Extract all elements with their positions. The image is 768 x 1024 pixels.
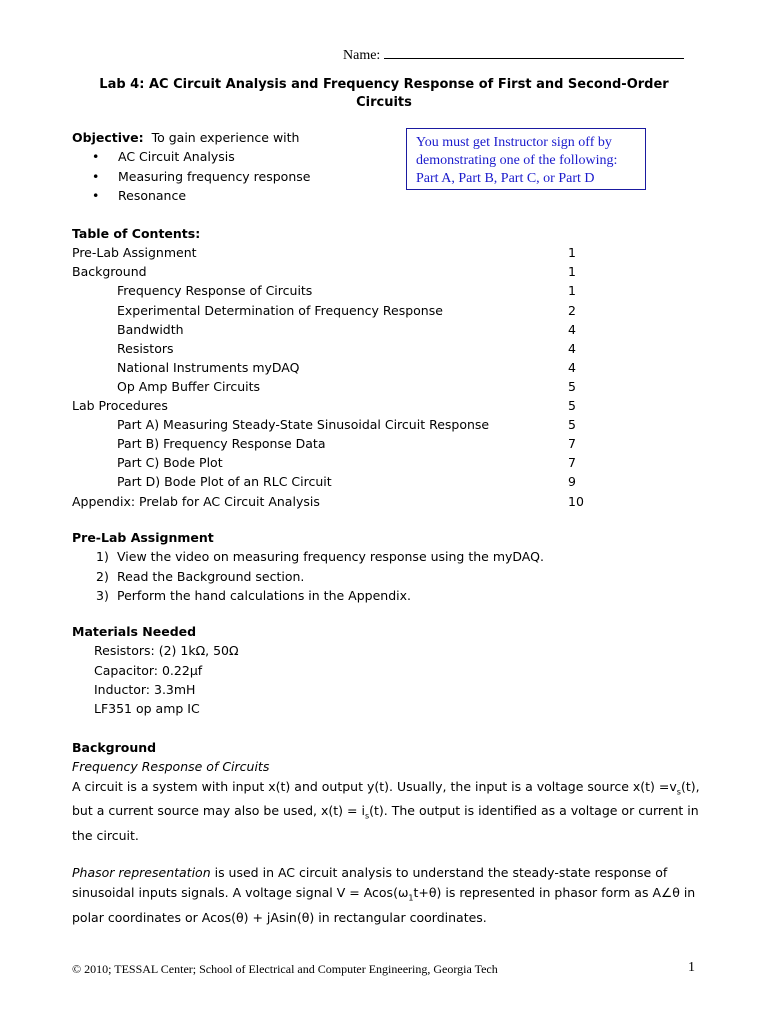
name-label: Name: [343, 48, 381, 63]
toc-label: Lab Procedures [72, 398, 168, 414]
toc-label: National Instruments myDAQ [117, 359, 300, 375]
toc-label: Resistors [117, 340, 174, 356]
toc-row[interactable] [72, 396, 672, 415]
toc-page: 10 [568, 493, 584, 509]
toc-page: 4 [568, 321, 576, 337]
toc-row[interactable] [72, 262, 672, 281]
toc-row[interactable] [72, 281, 672, 300]
toc-row[interactable] [72, 301, 672, 320]
page-number: 1 [688, 960, 695, 975]
toc-row[interactable] [72, 453, 672, 472]
toc-page: 4 [568, 340, 576, 356]
list-item: Resistors: (2) 1kΩ, 50Ω [94, 643, 239, 659]
background-heading: Background [72, 740, 157, 755]
list-item: Capacitor: 0.22μf [94, 662, 203, 678]
list-item: • Resonance [72, 186, 310, 205]
document-title [60, 76, 708, 112]
toc-page: 1 [568, 283, 576, 299]
instructor-signoff-box [406, 128, 646, 190]
toc-row[interactable] [72, 320, 672, 339]
toc-row[interactable] [72, 492, 672, 511]
toc-page: 1 [568, 264, 576, 280]
toc-label: Bandwidth [117, 321, 184, 337]
prelab-heading: Pre-Lab Assignment [72, 530, 214, 545]
toc-page: 4 [568, 359, 576, 375]
prelab-list [72, 547, 544, 605]
toc-page: 2 [568, 302, 576, 318]
materials-heading: Materials Needed [72, 624, 197, 639]
toc-row[interactable] [72, 415, 672, 434]
objective-list [72, 147, 310, 205]
toc-label: Pre-Lab Assignment [72, 245, 197, 261]
toc-page: 5 [568, 398, 576, 414]
toc-label: Part A) Measuring Steady-State Sinusoidal Circuit Response [117, 417, 490, 433]
objective-text: To gain experience with [151, 130, 300, 145]
signoff-line-2: demonstrating one of the following: [416, 153, 618, 168]
title-line-2: Circuits [356, 95, 412, 110]
toc-label: Part B) Frequency Response Data [117, 436, 326, 452]
toc-row[interactable] [72, 358, 672, 377]
toc-label: Experimental Determination of Frequency Response [117, 302, 443, 318]
toc-label: Op Amp Buffer Circuits [117, 378, 261, 394]
list-item: 2) Read the Background section. [96, 568, 305, 584]
toc-row[interactable] [72, 472, 672, 491]
list-item: LF351 op amp IC [94, 701, 200, 717]
toc-page: 9 [568, 474, 576, 490]
toc-row[interactable] [72, 243, 672, 262]
materials-section [72, 622, 239, 718]
table-of-contents [72, 224, 672, 511]
toc-label: Part C) Bode Plot [117, 455, 223, 471]
toc-label: Frequency Response of Circuits [117, 283, 313, 299]
toc-row[interactable] [72, 339, 672, 358]
background-subheading: Frequency Response of Circuits [72, 759, 270, 775]
footer-copyright: © 2010; TESSAL Center; School of Electrical and Computer Engineering, Georgia Tech [72, 962, 498, 976]
toc-label: Part D) Bode Plot of an RLC Circuit [117, 474, 332, 490]
toc-row[interactable] [72, 377, 672, 396]
toc-page: 7 [568, 455, 576, 471]
name-underline [384, 46, 684, 59]
signoff-line-1: You must get Instructor sign off by [416, 135, 612, 150]
background-section [72, 738, 702, 927]
list-item: • Measuring frequency response [72, 167, 310, 186]
toc-page: 5 [568, 378, 576, 394]
list-item: Inductor: 3.3mH [94, 681, 196, 697]
toc-label: Background [72, 264, 147, 280]
signoff-line-3: Part A, Part B, Part C, or Part D [416, 171, 595, 186]
paragraph: Phasor representation is used in AC circuit analysis to understand the steady-state response of sinusoidal inputs signals. A voltage signal $V = Acos(\omega_1t+\theta)$ is represented in phasor form as A∠θ in polar coordinates or Acos(θ) + jAsin(θ) in rectangular coordinates. [72, 865, 696, 925]
toc-label: Appendix: Prelab for AC Circuit Analysis [72, 493, 320, 509]
objective-section [72, 128, 310, 205]
name-field-label [343, 46, 684, 64]
prelab-section [72, 528, 544, 605]
list-item: 1) View the video on measuring frequency response using the myDAQ. [96, 549, 544, 565]
list-item: • AC Circuit Analysis [72, 147, 310, 166]
toc-row[interactable] [72, 434, 672, 453]
list-item: 3) Perform the hand calculations in the Appendix. [96, 587, 411, 603]
toc-heading: Table of Contents: [72, 226, 201, 241]
paragraph: A circuit is a system with input x(t) and output y(t). Usually, the input is a voltage source $x(t) =v_s(t)$, but a current source may also be used, $x(t) = i_s(t)$. The output is identified as a voltage or current in the circuit. [72, 778, 700, 844]
toc-page: 1 [568, 245, 576, 261]
objective-label: Objective: [72, 130, 144, 145]
title-line-1: Lab 4: AC Circuit Analysis and Frequency Response of First and Second-Order [99, 77, 669, 92]
toc-page: 5 [568, 417, 576, 433]
toc-page: 7 [568, 436, 576, 452]
